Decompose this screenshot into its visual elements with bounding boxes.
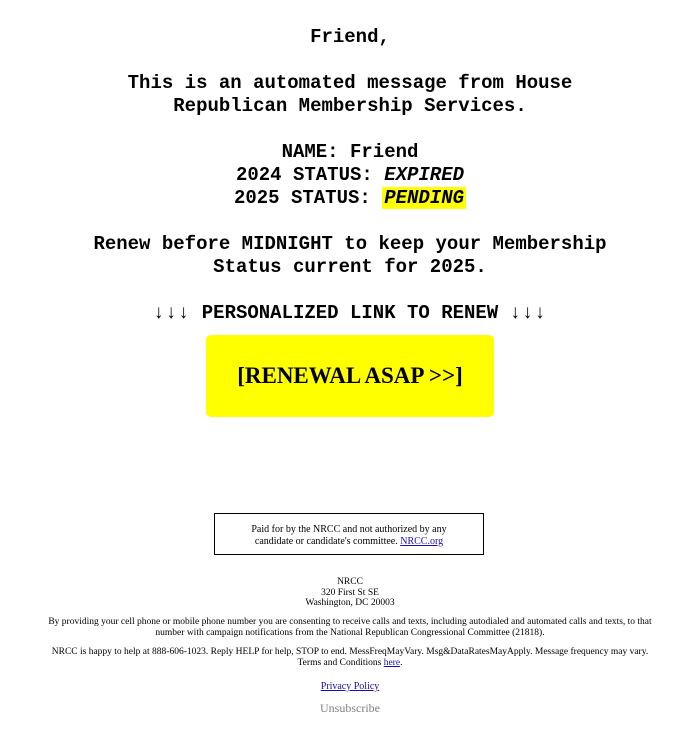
renewal-button[interactable]: [RENEWAL ASAP >>] [206, 335, 494, 417]
address-org: NRCC [337, 577, 363, 587]
down-arrows-icon: ↓↓↓ [153, 302, 191, 324]
link-heading [0, 302, 700, 325]
unsubscribe-row [0, 701, 700, 716]
status-2024-label: 2024 STATUS: [235, 164, 373, 186]
renew-message [0, 233, 700, 279]
help-body: NRCC is happy to help at 888-606-1023. Reply HELP for help, STOP to end. MessFreqMayVary. Msg&DataRatesMayApply. Message frequency may vary. Terms and Conditions [51, 647, 649, 668]
link-heading-text: PERSONALIZED LINK TO RENEW [201, 302, 499, 324]
paid-for-line-2 [215, 536, 483, 548]
help-text [40, 647, 660, 668]
name-row [0, 141, 700, 164]
paid-for-line-1: Paid for by the NRCC and not authorized by any [251, 524, 447, 535]
renew-line-1: Renew before MIDNIGHT to keep your Membership [93, 233, 607, 255]
status-2024-value: EXPIRED [384, 164, 465, 186]
mailing-address [0, 577, 700, 609]
intro-message [0, 72, 700, 118]
help-end: . [400, 657, 403, 668]
intro-line-2: Republican Membership Services. [173, 95, 527, 117]
intro-line-1: This is an automated message from House [127, 72, 573, 94]
membership-status-block [0, 141, 700, 210]
consent-text: By providing your cell phone or mobile phone number you are consenting to receive calls and texts, including autodialed and automated calls and texts, to that number with campaign notifications from the National Republican Congressional Committee (21818). [48, 617, 652, 638]
address-street: 320 First St SE [321, 587, 379, 598]
paid-for-text: candidate or candidate's committee. [254, 536, 398, 547]
privacy-row [0, 681, 700, 692]
terms-link[interactable]: here [383, 657, 401, 668]
status-2025-label: 2025 STATUS: [233, 187, 371, 209]
down-arrows-icon: ↓↓↓ [509, 302, 547, 324]
status-2025-row [0, 187, 700, 210]
privacy-policy-link[interactable]: Privacy Policy [320, 681, 380, 692]
status-2025-value: PENDING [384, 187, 465, 209]
greeting: Friend, [310, 26, 390, 48]
name-value: Friend [350, 141, 419, 163]
renew-line-2: Status current for 2025. [213, 256, 487, 278]
unsubscribe-link[interactable]: Unsubscribe [320, 701, 380, 715]
paid-for-box [214, 513, 484, 555]
name-label: NAME: [281, 141, 339, 163]
address-city: Washington, DC 20003 [305, 598, 395, 608]
nrcc-link[interactable]: NRCC.org [400, 536, 444, 547]
status-2024-row [0, 164, 700, 187]
